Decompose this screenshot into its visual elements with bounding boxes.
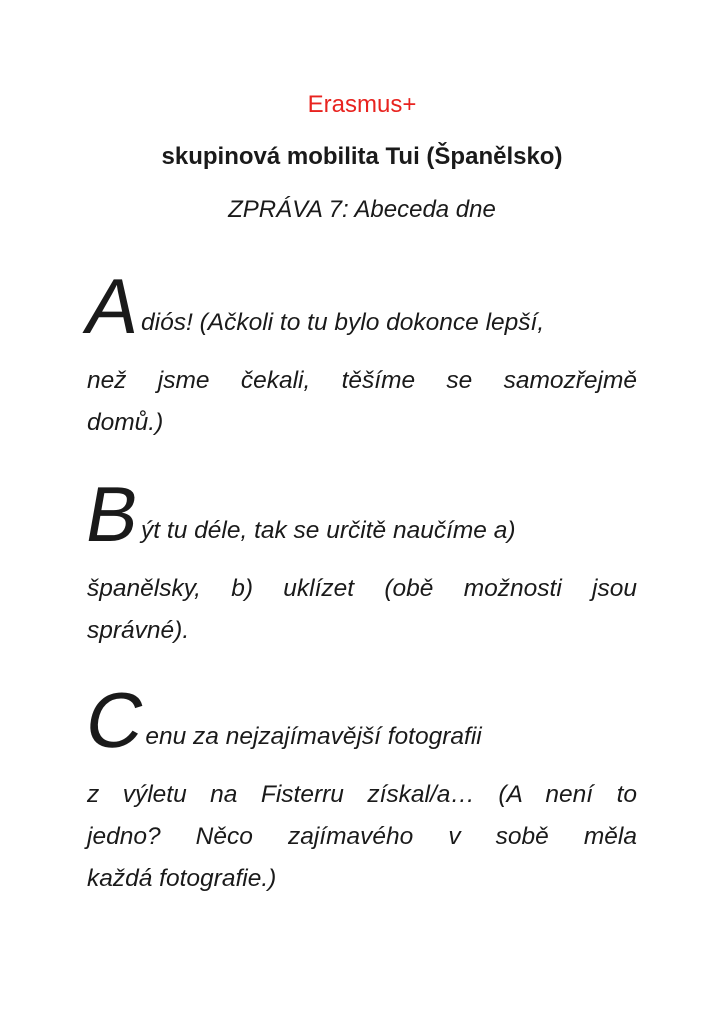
paragraph-c-line-2: z výletu na Fisterru získal/a… (A není to [87,781,637,808]
paragraph-b-body [87,568,637,652]
drop-cap-b: B [79,470,147,558]
paragraph-c-line-1: enu za nejzajímavější fotografii [145,723,482,750]
paragraph-a [79,262,637,444]
program-label: Erasmus+ [307,91,417,118]
paragraph-c-first-line [79,676,637,764]
paragraph-a-line-3: domů.) [87,409,164,436]
paragraph-c-line-4: každá fotografie.) [87,865,277,892]
paragraph-b [79,470,637,652]
drop-cap-c: C [79,676,152,764]
report-subtitle: ZPRÁVA 7: Abeceda dne [228,196,496,223]
paragraph-c-line-3: jedno? Něco zajímavého v sobě měla [87,823,637,850]
paragraph-a-body [87,360,637,444]
paragraph-c-body [87,774,637,900]
paragraph-a-line-2: než jsme čekali, těšíme se samozřejmě [87,367,637,394]
paragraph-c [79,676,637,900]
paragraph-a-first-line [79,262,637,350]
drop-cap-a: A [79,262,147,350]
paragraph-a-line-1: diós! (Ačkoli to tu bylo dokonce lepší, [141,309,545,336]
paragraph-b-line-2: španělsky, b) uklízet (obě možnosti jsou [87,575,637,602]
paragraph-b-line-1: ýt tu déle, tak se určitě naučíme a) [141,517,516,544]
document-title: skupinová mobilita Tui (Španělsko) [161,143,563,170]
paragraph-b-first-line [79,470,637,558]
paragraph-b-line-3: správné). [87,617,190,644]
